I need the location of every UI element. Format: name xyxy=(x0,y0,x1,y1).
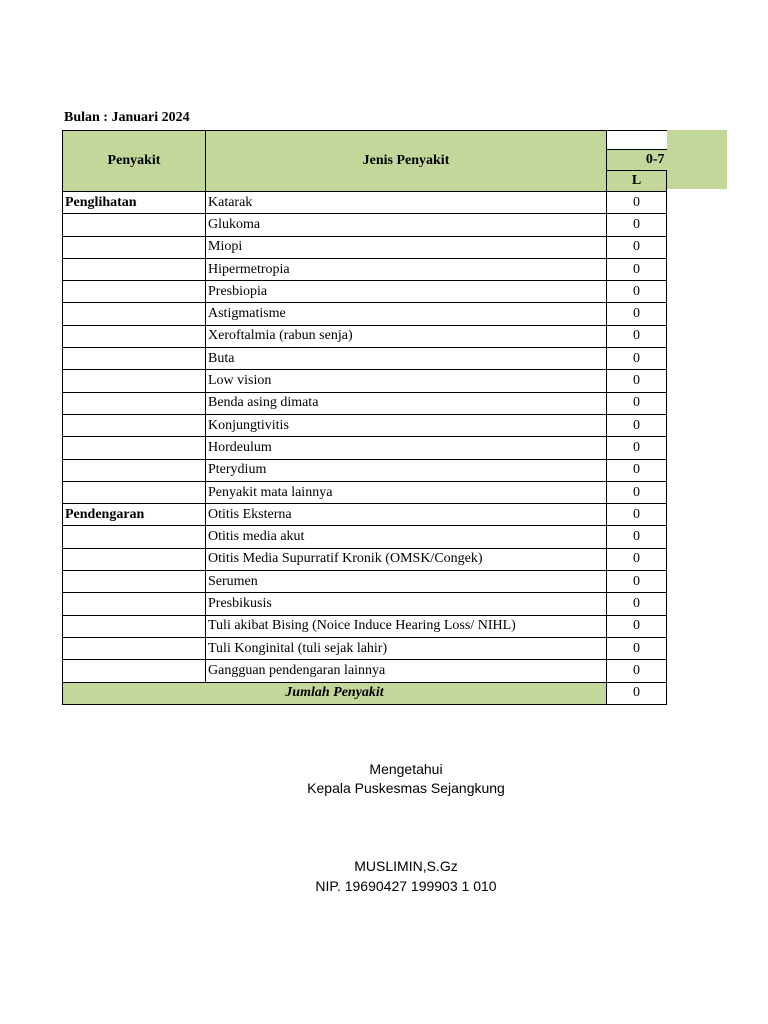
header-age-group: 0-7 xyxy=(607,150,667,171)
table-row xyxy=(63,615,667,637)
disease-name-cell: Buta xyxy=(206,348,607,370)
table-row xyxy=(63,660,667,682)
disease-name-cell: Konjungtivitis xyxy=(206,414,607,436)
header-blank-cell xyxy=(607,131,667,150)
category-cell xyxy=(63,660,206,682)
category-cell xyxy=(63,258,206,280)
table-row xyxy=(63,325,667,347)
header-penyakit: Penyakit xyxy=(63,131,206,192)
category-cell xyxy=(63,414,206,436)
category-cell xyxy=(63,548,206,570)
table-row xyxy=(63,281,667,303)
table-row xyxy=(63,303,667,325)
category-cell xyxy=(63,437,206,459)
count-cell: 0 xyxy=(607,325,667,347)
category-cell xyxy=(63,526,206,548)
disease-name-cell: Tuli Konginital (tuli sejak lahir) xyxy=(206,637,607,659)
report-month-label: Bulan : Januari 2024 xyxy=(64,110,190,125)
category-cell xyxy=(63,370,206,392)
category-cell xyxy=(63,303,206,325)
count-cell: 0 xyxy=(607,571,667,593)
disease-name-cell: Miopi xyxy=(206,236,607,258)
category-cell: Pendengaran xyxy=(63,504,206,526)
category-cell xyxy=(63,481,206,503)
count-cell: 0 xyxy=(607,526,667,548)
disease-name-cell: Katarak xyxy=(206,192,607,214)
disease-name-cell: Low vision xyxy=(206,370,607,392)
table-row xyxy=(63,504,667,526)
table-row xyxy=(63,437,667,459)
total-label: Jumlah Penyakit xyxy=(63,682,607,704)
disease-name-cell: Otitis Media Supurratif Kronik (OMSK/Congek) xyxy=(206,548,607,570)
category-cell xyxy=(63,571,206,593)
count-cell: 0 xyxy=(607,414,667,436)
disease-name-cell: Glukoma xyxy=(206,214,607,236)
count-cell: 0 xyxy=(607,481,667,503)
disease-name-cell: Tuli akibat Bising (Noice Induce Hearing Loss/ NIHL) xyxy=(206,615,607,637)
table-row xyxy=(63,571,667,593)
count-cell: 0 xyxy=(607,637,667,659)
table-row xyxy=(63,392,667,414)
table-row xyxy=(63,192,667,214)
category-cell xyxy=(63,593,206,615)
disease-name-cell: Benda asing dimata xyxy=(206,392,607,414)
count-cell: 0 xyxy=(607,236,667,258)
table-row xyxy=(63,370,667,392)
count-cell: 0 xyxy=(607,348,667,370)
category-cell xyxy=(63,236,206,258)
count-cell: 0 xyxy=(607,370,667,392)
table-row xyxy=(63,414,667,436)
category-cell xyxy=(63,281,206,303)
table-row xyxy=(63,637,667,659)
disease-name-cell: Xeroftalmia (rabun senja) xyxy=(206,325,607,347)
table-row xyxy=(63,481,667,503)
table-row xyxy=(63,348,667,370)
count-cell: 0 xyxy=(607,258,667,280)
signature-nip: NIP. 19690427 199903 1 010 xyxy=(315,878,497,894)
category-cell: Penglihatan xyxy=(63,192,206,214)
count-cell: 0 xyxy=(607,504,667,526)
count-cell: 0 xyxy=(607,660,667,682)
category-cell xyxy=(63,325,206,347)
disease-name-cell: Presbikusis xyxy=(206,593,607,615)
disease-name-cell: Hordeulum xyxy=(206,437,607,459)
total-value: 0 xyxy=(607,682,667,704)
table-row xyxy=(63,526,667,548)
category-cell xyxy=(63,459,206,481)
total-row xyxy=(63,682,667,704)
count-cell: 0 xyxy=(607,459,667,481)
count-cell: 0 xyxy=(607,281,667,303)
disease-name-cell: Penyakit mata lainnya xyxy=(206,481,607,503)
disease-name-cell: Gangguan pendengaran lainnya xyxy=(206,660,607,682)
table-row xyxy=(63,258,667,280)
count-cell: 0 xyxy=(607,392,667,414)
category-cell xyxy=(63,214,206,236)
disease-name-cell: Astigmatisme xyxy=(206,303,607,325)
table-row xyxy=(63,214,667,236)
count-cell: 0 xyxy=(607,548,667,570)
category-cell xyxy=(63,348,206,370)
count-cell: 0 xyxy=(607,437,667,459)
disease-report-table xyxy=(62,130,667,705)
count-cell: 0 xyxy=(607,214,667,236)
table-row xyxy=(63,593,667,615)
disease-name-cell: Otitis Eksterna xyxy=(206,504,607,526)
header-jenis-penyakit: Jenis Penyakit xyxy=(206,131,607,192)
signature-mengetahui: Mengetahui xyxy=(369,761,443,777)
count-cell: 0 xyxy=(607,615,667,637)
category-cell xyxy=(63,637,206,659)
disease-name-cell: Serumen xyxy=(206,571,607,593)
table-row xyxy=(63,459,667,481)
count-cell: 0 xyxy=(607,593,667,615)
count-cell: 0 xyxy=(607,192,667,214)
disease-name-cell: Presbiopia xyxy=(206,281,607,303)
count-cell: 0 xyxy=(607,303,667,325)
table-row xyxy=(63,236,667,258)
header-row-top xyxy=(63,131,667,150)
category-cell xyxy=(63,615,206,637)
signature-name: MUSLIMIN,S.Gz xyxy=(354,858,458,874)
header-sex-l: L xyxy=(607,171,667,192)
category-cell xyxy=(63,392,206,414)
table-row xyxy=(63,548,667,570)
signature-position: Kepala Puskesmas Sejangkung xyxy=(307,780,505,796)
disease-name-cell: Hipermetropia xyxy=(206,258,607,280)
disease-name-cell: Otitis media akut xyxy=(206,526,607,548)
header-fill-cell xyxy=(667,130,727,189)
disease-name-cell: Pterydium xyxy=(206,459,607,481)
